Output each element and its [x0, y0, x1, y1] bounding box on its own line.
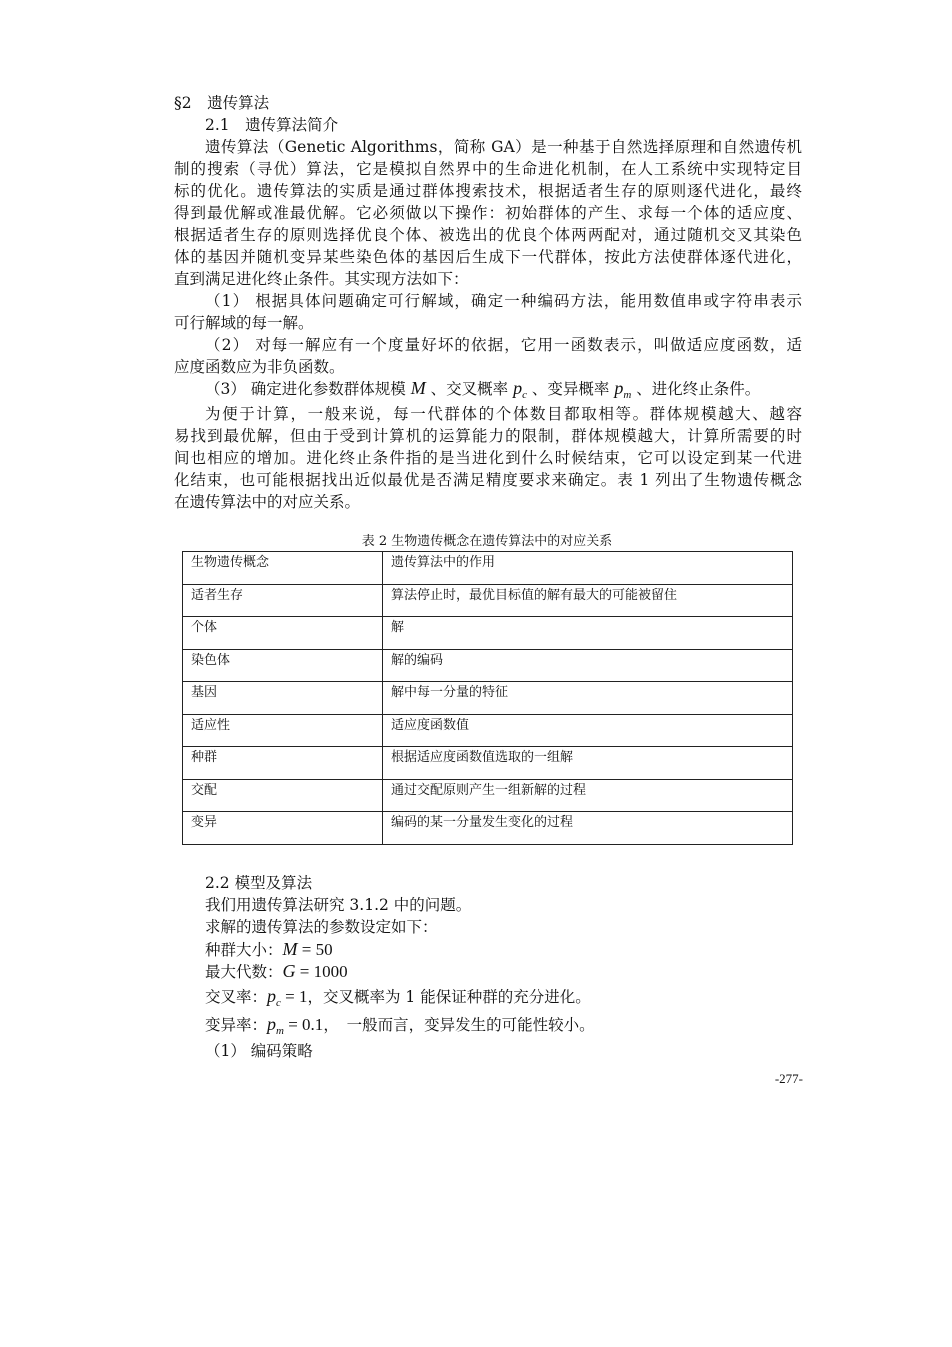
table-row: [183, 617, 793, 650]
table-cell: 生物遗传概念: [183, 552, 383, 585]
coding-strategy: （1） 编码策略: [205, 1042, 313, 1060]
param-value: = 0.1: [283, 1015, 324, 1034]
table-cell: 遗传算法中的作用: [383, 552, 793, 585]
table-cell: 算法停止时，最优目标值的解有最大的可能被留住: [383, 584, 793, 617]
table-cell: 编码的某一分量发生变化的过程: [383, 812, 793, 845]
table-cell: 根据适应度函数值选取的一组解: [383, 747, 793, 780]
step-2: （2） 对每一解应有一个度量好坏的依据，它用一函数表示，叫做适应度函数，适: [205, 336, 802, 354]
table-row: [183, 682, 793, 715]
table-cell: 种群: [183, 747, 383, 780]
step-1: （1） 根据具体问题确定可行解域，确定一种编码方法，能用数值串或字符串表示: [205, 292, 802, 310]
table-cell: 解中每一分量的特征: [383, 682, 793, 715]
math-sub-c: c: [522, 389, 527, 401]
page-number: -277-: [774, 1071, 803, 1086]
math-sub-m: m: [276, 1025, 284, 1037]
math-p: p: [267, 1014, 277, 1034]
step-1-cont: 可行解域的每一解。: [174, 314, 314, 332]
param-note: ，交叉概率为 1 能保证种群的充分进化。: [307, 988, 591, 1006]
param-value: = 1000: [295, 962, 348, 981]
param-label: 最大代数：: [205, 963, 283, 981]
math-p: p: [513, 378, 523, 398]
intro-line: 遗传算法（Genetic Algorithms，简称 GA）是一种基于自然选择原理和自然遗传机: [205, 138, 802, 156]
table-row: [183, 747, 793, 780]
concept-table: [182, 551, 793, 845]
table-row: [183, 649, 793, 682]
table-cell: 染色体: [183, 649, 383, 682]
table-row: [183, 779, 793, 812]
table-row: [183, 584, 793, 617]
param-label: 变异率：: [205, 1016, 268, 1034]
section-heading: §2 遗传算法: [174, 94, 270, 112]
intro-line: 制的搜索（寻优）算法，它是模拟自然界中的生命进化机制，在人工系统中实现特定目: [174, 160, 802, 178]
para2-line: 为便于计算，一般来说，每一代群体的个体数目都取相等。群体规模越大、越容: [205, 405, 802, 423]
intro-line: 直到满足进化终止条件。其实现方法如下：: [174, 270, 469, 288]
param-value: = 50: [297, 940, 333, 959]
param-population: [205, 938, 333, 961]
param-value: = 1: [280, 987, 308, 1006]
intro-line: 根据适者生存的原则选择优良个体、被选出的优良个体两两配对，通过随机交叉其染色: [174, 226, 802, 244]
param-generations: [205, 960, 348, 983]
table-cell: 解的编码: [383, 649, 793, 682]
para2-line: 在遗传算法中的对应关系。: [174, 493, 361, 511]
table-header-row: [183, 552, 793, 585]
intro-line: 标的优化。遗传算法的实质是通过群体搜索技术，根据适者生存的原则逐代进化，最终: [174, 182, 802, 200]
para2-line: 间也相应的增加。进化终止条件指的是当进化到什么时候结束，它可以设定到某一代进: [174, 449, 802, 467]
para2-line: 易找到最优解，但由于受到计算机的运算能力的限制，群体规模越大，计算所需要的时: [174, 427, 802, 445]
math-sub-c: c: [276, 997, 281, 1009]
step-3-text: 、交叉概率: [425, 380, 514, 398]
table-cell: 解: [383, 617, 793, 650]
intro-line: 体的基因并随机变异某些染色体的基因后生成下一代群体，按此方法使群体逐代进化，: [174, 248, 802, 266]
step-3-text: 、变异概率: [526, 380, 615, 398]
math-G: G: [282, 961, 296, 981]
step-3-text: （3） 确定进化参数群体规模: [205, 380, 411, 398]
table-row: [183, 714, 793, 747]
param-mutation: [205, 1013, 595, 1042]
table-cell: 适应性: [183, 714, 383, 747]
math-sub-m: m: [623, 389, 632, 401]
math-M: M: [282, 939, 298, 959]
model-line: 求解的遗传算法的参数设定如下：: [205, 918, 438, 936]
table-cell: 个体: [183, 617, 383, 650]
param-crossover: [205, 985, 591, 1014]
table-cell: 变异: [183, 812, 383, 845]
table-caption: 表 2 生物遗传概念在遗传算法中的对应关系: [361, 534, 613, 549]
table-cell: 适应度函数值: [383, 714, 793, 747]
table-cell: 基因: [183, 682, 383, 715]
math-p: p: [614, 378, 624, 398]
table-row: [183, 812, 793, 845]
step-3: [205, 377, 760, 406]
math-M: M: [410, 378, 426, 398]
param-label: 种群大小：: [205, 941, 283, 959]
step-3-text: 、进化终止条件。: [631, 380, 761, 398]
table-cell: 适者生存: [183, 584, 383, 617]
table-cell: 交配: [183, 779, 383, 812]
model-heading: 2.2 模型及算法: [205, 874, 313, 892]
para2-line: 化结束，也可能根据找出近似最优是否满足精度要求来确定。表 1 列出了生物遗传概念: [174, 471, 802, 489]
param-label: 交叉率：: [205, 988, 268, 1006]
model-line: 我们用遗传算法研究 3.1.2 中的问题。: [205, 896, 472, 914]
param-note: ， 一般而言，变异发生的可能性较小。: [323, 1016, 595, 1034]
math-p: p: [267, 986, 277, 1006]
table-cell: 通过交配原则产生一组新解的过程: [383, 779, 793, 812]
intro-line: 得到最优解或准最优解。它必须做以下操作：初始群体的产生、求每一个体的适应度、: [174, 204, 802, 222]
subsection-heading: 2.1 遗传算法简介: [205, 116, 339, 134]
step-2-cont: 应度函数应为非负函数。: [174, 358, 345, 376]
